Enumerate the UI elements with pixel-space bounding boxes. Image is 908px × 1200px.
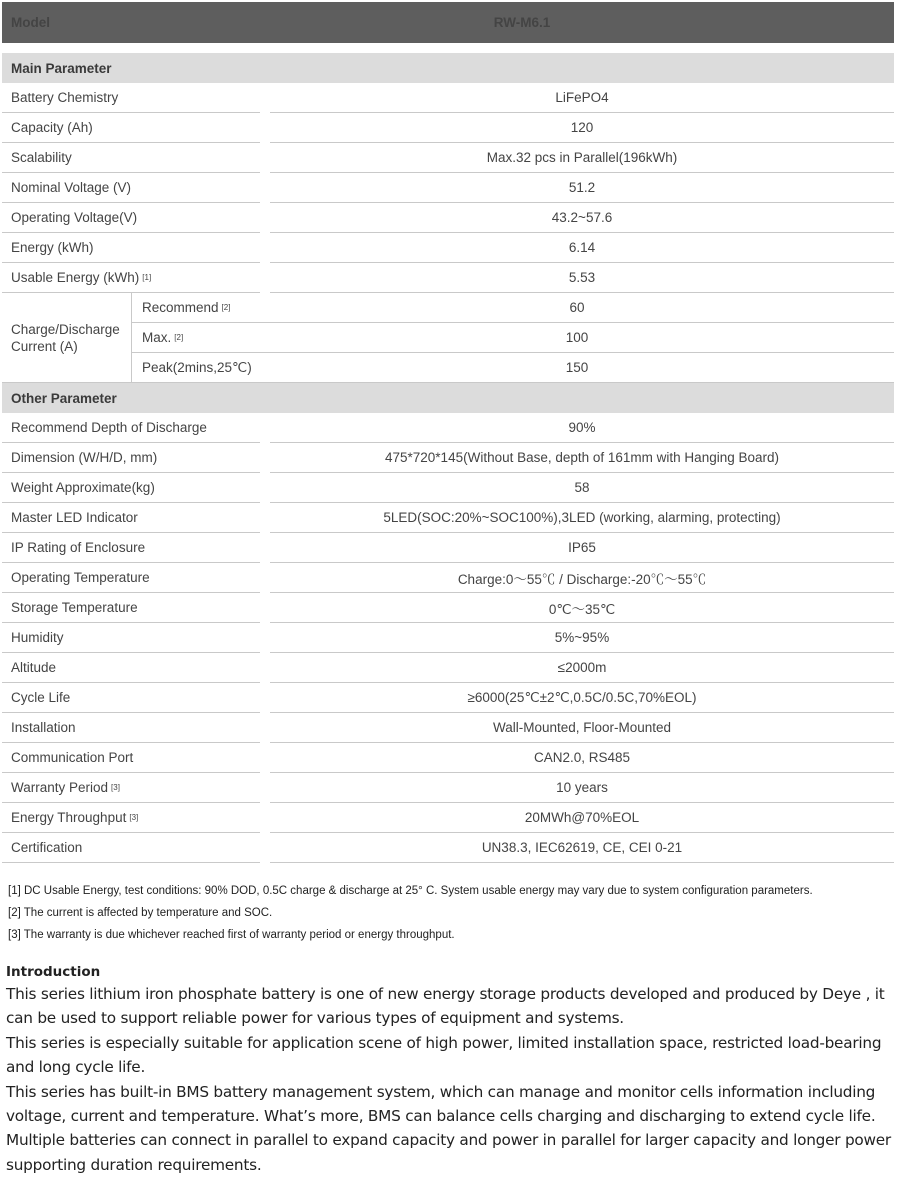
row-label-text: Nominal Voltage (V) <box>11 180 132 195</box>
row-label-text: Energy (kWh) <box>11 240 94 255</box>
row-label-text: Humidity <box>11 630 64 645</box>
row-value: 0℃～35℃ <box>270 593 894 623</box>
main-parameter-rows <box>2 83 894 293</box>
other-parameter-rows <box>2 413 894 863</box>
footnote-ref: [2] <box>221 303 231 312</box>
row-value: 20MWh@70%EOL <box>270 803 894 833</box>
row-label <box>2 653 260 683</box>
row-label <box>2 473 260 503</box>
row-value: 90% <box>270 413 894 443</box>
table-row <box>2 623 894 653</box>
row-value: 6.14 <box>270 233 894 263</box>
row-label-text: Communication Port <box>11 750 134 765</box>
row-label <box>2 173 260 203</box>
charge-discharge-rows <box>132 293 894 383</box>
row-value: ≥6000(25℃±2℃,0.5C/0.5C,70%EOL) <box>270 683 894 713</box>
row-label <box>2 443 260 473</box>
row-value: ≤2000m <box>270 653 894 683</box>
row-label-text: Scalability <box>11 150 72 165</box>
footnote-ref: [3] <box>111 783 120 792</box>
row-label-text: Battery Chemistry <box>11 90 119 105</box>
row-value: 150 <box>260 353 894 383</box>
table-row <box>2 113 894 143</box>
table-row <box>2 593 894 623</box>
row-value: IP65 <box>270 533 894 563</box>
introduction-body <box>6 982 906 1177</box>
row-value: 10 years <box>270 773 894 803</box>
row-label <box>2 803 260 833</box>
charge-discharge-group <box>2 293 894 383</box>
footnote: [3] The warranty is due whichever reached first of warranty period or energy throughput. <box>8 929 455 941</box>
footnote: [2] The current is affected by temperature and SOC. <box>8 907 273 919</box>
row-label <box>2 593 260 623</box>
row-value: UN38.3, IEC62619, CE, CEI 0-21 <box>270 833 894 863</box>
model-label: Model <box>11 15 50 30</box>
table-header <box>2 2 894 43</box>
row-label-text: Installation <box>11 720 76 735</box>
row-value: CAN2.0, RS485 <box>270 743 894 773</box>
row-label-text: Recommend <box>142 300 219 315</box>
row-label-text: Weight Approximate(kg) <box>11 480 155 495</box>
table-row <box>2 233 894 263</box>
table-row <box>2 803 894 833</box>
footnote: [1] DC Usable Energy, test conditions: 90% DOD, 0.5C charge & discharge at 25° C. System usable energy may vary due to system configuration parameters. <box>8 885 813 897</box>
row-label-text: Operating Temperature <box>11 570 150 585</box>
row-label-text: Max. <box>142 330 172 345</box>
row-value: Wall-Mounted, Floor-Mounted <box>270 713 894 743</box>
footnote-ref: [1] <box>142 273 152 282</box>
row-label <box>2 773 260 803</box>
row-label-text: Master LED Indicator <box>11 510 138 525</box>
row-value: Max.32 pcs in Parallel(196kWh) <box>270 143 894 173</box>
row-value: 100 <box>260 323 894 353</box>
row-label <box>2 413 260 443</box>
row-label <box>2 623 260 653</box>
row-label <box>2 743 260 773</box>
row-label-text: Storage Temperature <box>11 600 138 615</box>
row-label-text: Altitude <box>11 660 57 675</box>
row-value: Charge:0～55℃ / Discharge:-20℃～55℃ <box>270 563 894 593</box>
table-row <box>2 83 894 113</box>
row-label-text: Operating Voltage(V) <box>11 210 138 225</box>
table-row <box>2 713 894 743</box>
table-row <box>2 473 894 503</box>
row-label-text: Warranty Period <box>11 780 109 795</box>
row-label <box>2 143 260 173</box>
footnote-ref: [2] <box>174 333 184 342</box>
table-row <box>2 683 894 713</box>
row-label-text: Dimension (W/H/D, mm) <box>11 450 158 465</box>
table-row <box>2 563 894 593</box>
row-label-text: Cycle Life <box>11 690 71 705</box>
row-value: 58 <box>270 473 894 503</box>
row-label <box>2 263 260 293</box>
charge-discharge-label-line1: Charge/Discharge <box>11 321 120 337</box>
row-value: LiFePO4 <box>270 83 894 113</box>
table-row <box>2 743 894 773</box>
section-other-parameter: Other Parameter <box>2 383 894 413</box>
row-label-text: Energy Throughput <box>11 810 127 825</box>
table-row <box>2 203 894 233</box>
row-value: 43.2~57.6 <box>270 203 894 233</box>
row-label <box>2 533 260 563</box>
introduction-paragraph: This series lithium iron phosphate battery is one of new energy storage products developed and produced by Deye , it can be used to support reliable power for various types of equipment and systems. <box>6 985 885 1028</box>
row-value: 5%~95% <box>270 623 894 653</box>
table-row <box>132 323 894 353</box>
footnote-ref: [3] <box>129 813 139 822</box>
row-label-text: Certification <box>11 840 83 855</box>
row-value: 475*720*145(Without Base, depth of 161mm with Hanging Board) <box>270 443 894 473</box>
row-label <box>2 713 260 743</box>
row-label-text: IP Rating of Enclosure <box>11 540 146 555</box>
table-row <box>132 293 894 323</box>
row-value: 5LED(SOC:20%~SOC100%),3LED (working, alarming, protecting) <box>270 503 894 533</box>
model-value: RW-M6.1 <box>493 15 551 30</box>
row-label-text: Usable Energy (kWh) <box>11 270 140 285</box>
row-label-text: Capacity (Ah) <box>11 120 93 135</box>
row-value: 51.2 <box>270 173 894 203</box>
introduction-paragraph: This series has built-in BMS battery management system, which can manage and monitor cells information including voltage, current and temperature. What’s more, BMS can balance cells charging and discharging to extend cycle life. <box>6 1082 876 1126</box>
table-row <box>2 653 894 683</box>
row-label <box>132 323 260 353</box>
charge-discharge-label-line2: Current (A) <box>11 338 78 354</box>
row-value: 5.53 <box>270 263 894 293</box>
row-label <box>132 353 260 383</box>
table-row <box>2 443 894 473</box>
row-label <box>2 203 260 233</box>
row-value: 60 <box>260 293 894 323</box>
introduction-paragraph: Multiple batteries can connect in parallel to expand capacity and power in parallel for larger capacity and longer power supporting duration requirements. <box>6 1131 891 1174</box>
spec-table <box>2 2 894 863</box>
charge-discharge-label <box>2 293 132 383</box>
table-row <box>2 833 894 863</box>
table-row <box>2 533 894 563</box>
row-label <box>2 83 260 113</box>
table-row <box>2 413 894 443</box>
table-row <box>2 503 894 533</box>
footnotes <box>8 880 813 946</box>
row-label <box>2 683 260 713</box>
table-row <box>2 773 894 803</box>
row-label <box>2 113 260 143</box>
row-label-text: Recommend Depth of Discharge <box>11 420 207 435</box>
row-value: 120 <box>270 113 894 143</box>
row-label <box>132 293 260 323</box>
introduction-title: Introduction <box>6 964 101 980</box>
introduction <box>6 962 906 1177</box>
introduction-paragraph: This series is especially suitable for application scene of high power, limited installation space, restricted load-bearing and long cycle life. <box>6 1033 882 1077</box>
row-label <box>2 503 260 533</box>
row-label <box>2 233 260 263</box>
table-row <box>2 143 894 173</box>
row-label-text: Peak(2mins,25℃) <box>142 359 252 375</box>
table-row <box>132 353 894 383</box>
table-row <box>2 263 894 293</box>
row-label <box>2 833 260 863</box>
row-label <box>2 563 260 593</box>
table-row <box>2 173 894 203</box>
section-main-parameter: Main Parameter <box>2 53 894 83</box>
